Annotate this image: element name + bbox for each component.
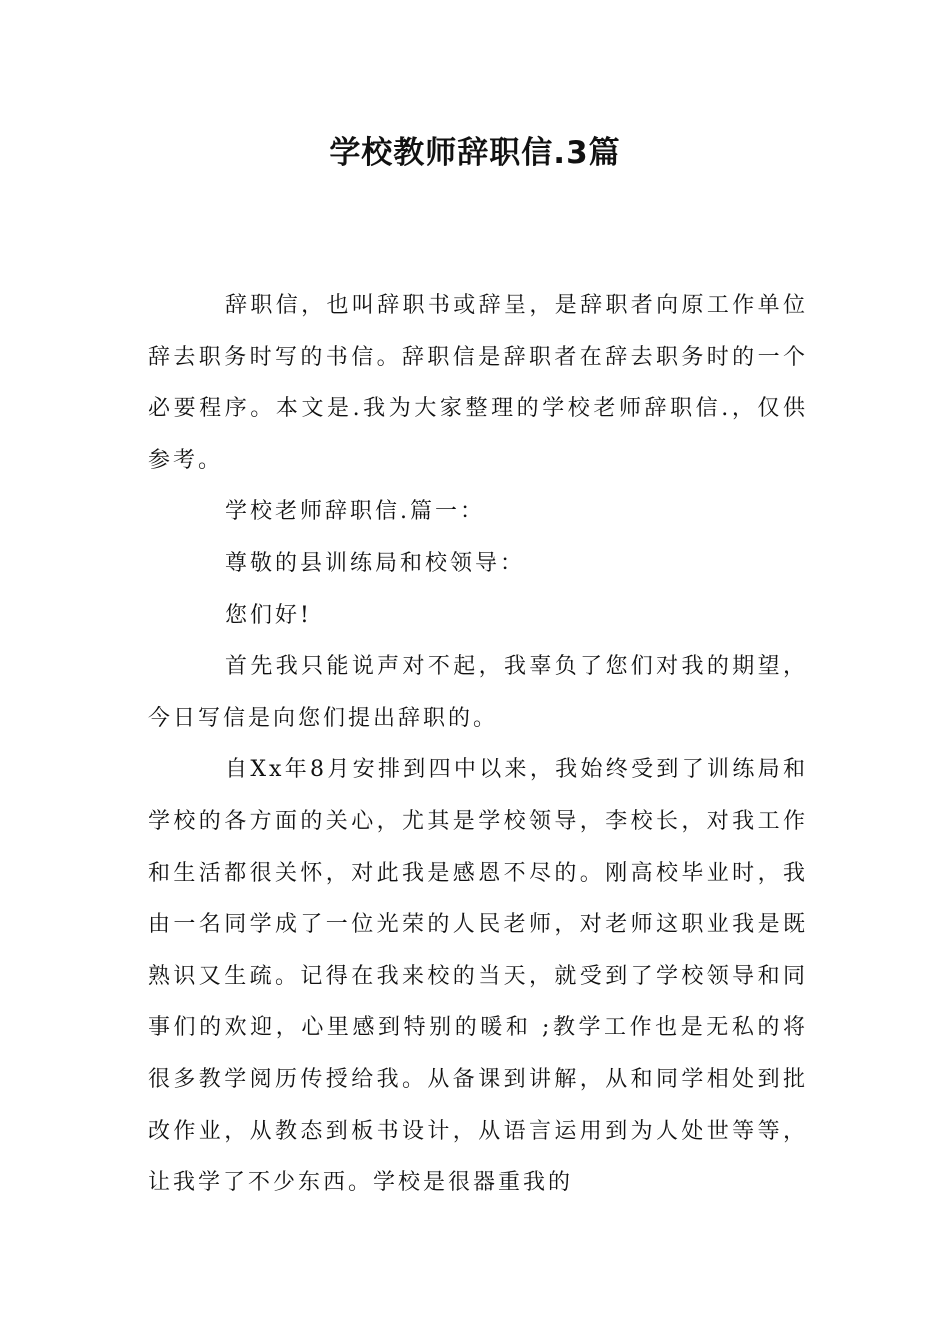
paragraph-greeting: 您们好!: [225, 602, 312, 628]
document-body: [148, 280, 808, 1209]
paragraph-intro: 辞职信，也叫辞职书或辞呈，是辞职者向原工作单位辞去职务时写的书信。辞职信是辞职者在辞去职务时的一个必要程序。本文是.我为大家整理的学校老师辞职信.，仅供参考。: [148, 293, 808, 473]
paragraph-apology: 首先我只能说声对不起，我辜负了您们对我的期望，今日写信是向您们提出辞职的。: [148, 654, 808, 731]
paragraph-main: 自Xx年8月安排到四中以来，我始终受到了训练局和学校的各方面的关心，尤其是学校领导，李校长，对我工作和生活都很关怀，对此我是感恩不尽的。刚高校毕业时，我由一名同学成了一位光荣的人民老师，对老师这职业我是既熟识又生疏。记得在我来校的当天，就受到了学校领导和同事们的欢迎，心里感到特别的暖和 ;教学工作也是无私的将很多教学阅历传授给我。从备课到讲解，从和同学相处到批改作业，从教态到板书设计，从语言运用到为人处世等等，让我学了不少东西。学校是很器重我的: [148, 757, 808, 1196]
document-title: 学校教师辞职信.3篇: [329, 135, 621, 171]
paragraph-salutation: 尊敬的县训练局和校领导：: [225, 550, 526, 576]
paragraph-heading-part-one: 学校老师辞职信.篇一：: [225, 499, 485, 525]
